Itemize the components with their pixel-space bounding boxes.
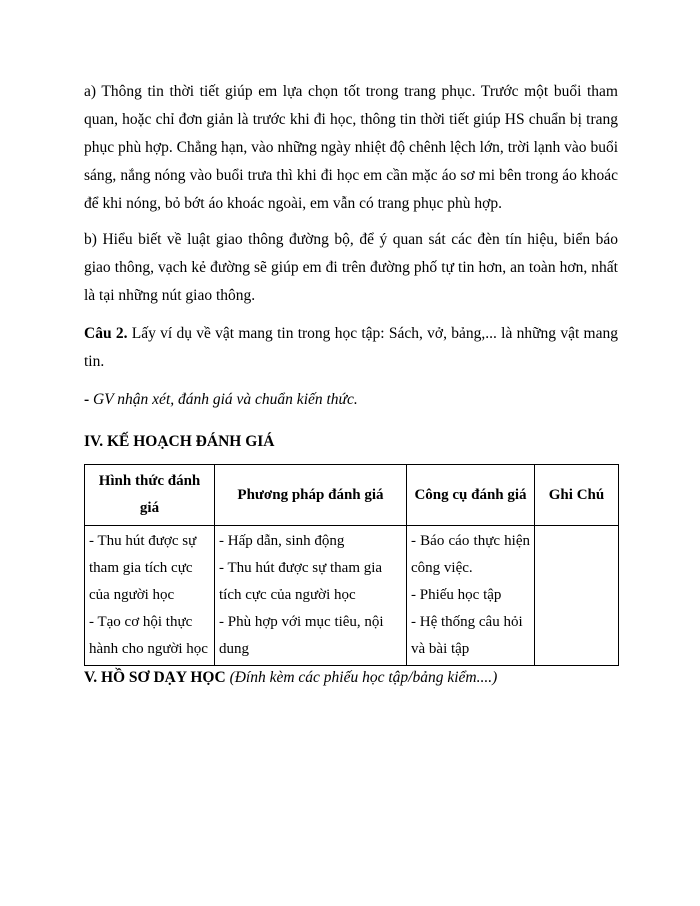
cell-item: - Hệ thống câu hỏi và bài tập	[411, 614, 523, 657]
header-assessment-tool: Công cụ đánh giá	[407, 465, 535, 526]
question-2-text: Lấy ví dụ về vật mang tin trong học tập: Sách, vở, bảng,... là những vật mang tin.	[84, 325, 618, 370]
cell-item: - Hấp dẫn, sinh động	[219, 533, 345, 549]
question-2-label: Câu 2.	[84, 325, 128, 342]
cell-assessment-form	[85, 526, 215, 666]
cell-assessment-method	[215, 526, 407, 666]
document-page	[84, 78, 618, 690]
cell-notes	[535, 526, 619, 666]
section-4-title: IV. KẾ HOẠCH ĐÁNH GIÁ	[84, 433, 275, 450]
teacher-note-dash: -	[84, 391, 94, 408]
section-5	[84, 666, 618, 690]
paragraph-b: b) Hiểu biết về luật giao thông đường bộ, để ý quan sát các đèn tín hiệu, biển báo giao thông, vạch kẻ đường sẽ giúp em đi trên đường phố tự tin hơn, an toàn hơn, nhất là tại những nút giao thông.	[84, 231, 618, 304]
cell-item: - Phiếu học tập	[411, 587, 502, 603]
header-assessment-form: Hình thức đánh giá	[85, 465, 215, 526]
cell-item: - Phù hợp với mục tiêu, nội dung	[219, 614, 384, 657]
paragraph-a: a) Thông tin thời tiết giúp em lựa chọn tốt trong trang phục. Trước một buổi tham quan, hoặc chỉ đơn giản là trước khi đi học, thông tin thời tiết giúp HS chuẩn bị trang phục phù hợp. Chẳng hạn, vào những ngày nhiệt độ chênh lệch lớn, trời lạnh vào buổi sáng, nắng nóng vào buổi trưa thì khi đi học em cần mặc áo sơ mi bên trong áo khoác để khi nóng, bỏ bớt áo khoác ngoài, em vẫn có trang phục phù hợp.	[84, 83, 618, 212]
section-5-title: V. HỒ SƠ DẠY HỌC	[84, 669, 226, 686]
question-2	[84, 320, 618, 376]
assessment-plan-table	[84, 464, 619, 666]
cell-assessment-tool	[407, 526, 535, 666]
cell-item: - Tạo cơ hội thực hành cho người học	[89, 614, 208, 657]
table-header-row	[85, 465, 619, 526]
cell-item: - Báo cáo thực hiện công việc.	[411, 533, 530, 576]
teacher-note	[84, 388, 618, 412]
teacher-note-text: GV nhận xét, đánh giá và chuẩn kiến thức.	[93, 391, 358, 408]
table-row	[85, 526, 619, 666]
cell-item: - Thu hút được sự tham gia tích cực của người học	[219, 560, 383, 603]
header-assessment-method: Phương pháp đánh giá	[215, 465, 407, 526]
cell-item: - Thu hút được sự tham gia tích cực của người học	[89, 533, 197, 603]
header-notes: Ghi Chú	[535, 465, 619, 526]
section-5-note: (Đính kèm các phiếu học tập/bảng kiểm....)	[229, 669, 498, 686]
